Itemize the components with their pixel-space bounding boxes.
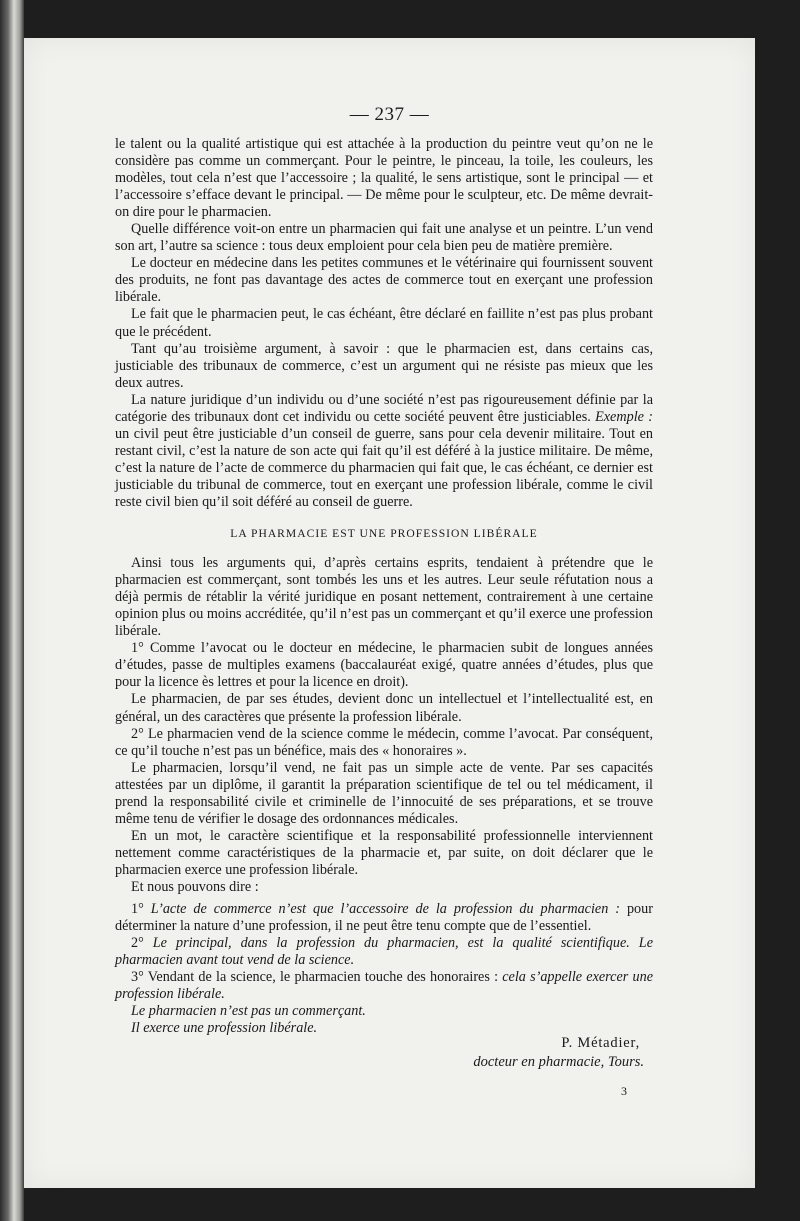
conclusion-2 <box>115 935 653 969</box>
section-title: LA PHARMACIE EST UNE PROFESSION LIBÉRALE <box>230 527 538 541</box>
paragraph-text: un civil peut être justiciable d’un conseil de guerre, sans pour cela devenir militaire. Tout en restant civil, c’est la nature de son acte qui fait qu’il est déféré à la justice militaire. De même, c’est la nature de l’acte de commerce du pharmacien qui fait que, le cas échéant, ce dernier est justiciable du tribunal de commerce, tout en exerçant une profession libérale, comme le civil reste civil bien qu’il soit déféré au conseil de guerre. <box>115 425 653 510</box>
paragraph: Tant qu’au troisième argument, à savoir : que le pharmacien est, dans certains cas, justiciable des tribunaux de commerce, c’est un argument qui ne résiste pas mieux que les deux autres. <box>115 340 653 391</box>
paragraph: Quelle différence voit-on entre un pharmacien qui fait une analyse et un peintre. L’un vend son art, l’autre sa science : tous deux emploient pour cela bien peu de matière première. <box>115 221 653 255</box>
signature-block <box>384 1034 644 1072</box>
conclusion-italic: cela s’appelle exercer une profession libérale. <box>115 969 653 1003</box>
paragraph: Le docteur en médecine dans les petites communes et le vétérinaire qui fournissent souvent des produits, ne font pas davantage des actes de commerce tout en exerçant une profession libérale. <box>115 255 653 306</box>
paragraph: 2° Le pharmacien vend de la science comme le médecin, comme l’avocat. Par conséquent, ce qu’il touche n’est pas un bénéfice, mais des « honoraires ». <box>115 725 653 759</box>
document-page <box>24 38 755 1188</box>
conclusion-number: 1° <box>131 901 151 918</box>
example-label: Exemple : <box>595 408 653 425</box>
conclusion-1 <box>115 901 653 935</box>
paragraph: En un mot, le caractère scientifique et la responsabilité professionnelle interviennent nettement comme caractéristiques de la pharmacie et, par suite, on doit déclarer que le pharmacien exerce une profession libérale. <box>115 827 653 878</box>
conclusion-italic: L’acte de commerce n’est que l’accessoire de la profession du pharmacien : <box>150 901 620 918</box>
conclusion-text: 3° Vendant de la science, le pharmacien touche des honoraires : <box>131 969 503 986</box>
conclusion-4 <box>115 1003 653 1020</box>
paragraph: Le pharmacien, lorsqu’il vend, ne fait pas un simple acte de vente. Par ses capacités attestées par un diplôme, il garantit la préparation scientifique de tel ou tel médicament, il prend la responsabilité civile et criminelle de l’innocuité de ses préparations, et se trouve même tenu de vérifier le dosage des ordonnances médicales. <box>115 759 653 827</box>
sheet-number: 3 <box>621 1084 627 1098</box>
body-text <box>115 136 653 1037</box>
paragraph <box>115 392 653 511</box>
paragraph: Le pharmacien, de par ses études, devient donc un intellectuel et l’intellectualité est, en général, un des caractères que présente la profession libérale. <box>115 691 653 725</box>
conclusion-italic: Le pharmacien n’est pas un commerçant. <box>131 1003 366 1020</box>
author-title: docteur en pharmacie, Tours. <box>473 1054 644 1070</box>
author-name: P. Métadier, <box>561 1035 640 1051</box>
paragraph: Ainsi tous les arguments qui, d’après certains esprits, tendaient à prétendre que le pharmacien est commerçant, sont tombés les uns et les autres. Leur seule réfutation nous a déjà permis de rétablir la vérité juridique en posant nettement, contrairement à une certaine opinion plus ou moins accréditée, qu’il n’est pas un commerçant et qu’il exerce une profession libérale. <box>115 555 653 640</box>
conclusion-text: pour déterminer la nature d’une profession, il ne peut être tenu compte que de l’essentiel. <box>115 901 653 935</box>
paragraph: Et nous pouvons dire : <box>131 878 259 895</box>
conclusion-number: 2° <box>131 935 153 952</box>
page-number: — 237 — <box>349 104 430 125</box>
conclusion-italic: Le principal, dans la profession du pharmacien, est la qualité scientifique. Le pharmacien avant tout vend de la science. <box>115 935 653 969</box>
conclusion-italic: Il exerce une profession libérale. <box>131 1020 318 1037</box>
paragraph-text: La nature juridique d’un individu ou d’une société n’est pas rigoureusement définie par la catégorie des tribunaux dont cet individu ou cette société peuvent être justiciables. <box>115 391 653 425</box>
conclusion-3 <box>115 969 653 1003</box>
paragraph: 1° Comme l’avocat ou le docteur en médecine, le pharmacien subit de longues années d’études, passe de multiples examens (baccalauréat exigé, quatre années d’études, plus que pour la licence ès lettres et pour la licence en droit). <box>115 640 653 691</box>
paragraph: Le fait que le pharmacien peut, le cas échéant, être déclaré en faillite n’est pas plus probant que le précédent. <box>115 306 653 340</box>
paragraph: le talent ou la qualité artistique qui est attachée à la production du peintre veut qu’on ne le considère pas comme un commerçant. Pour le peintre, le pinceau, la toile, les couleurs, les modèles, tout cela n’est que l’accessoire ; la qualité, le sens artistique, sont le principal — et l’accessoire s’efface devant le principal. — De même pour le sculpteur, etc. De même devrait-on dire pour le pharmacien. <box>115 136 653 221</box>
scan-binding-edge <box>0 0 24 1221</box>
